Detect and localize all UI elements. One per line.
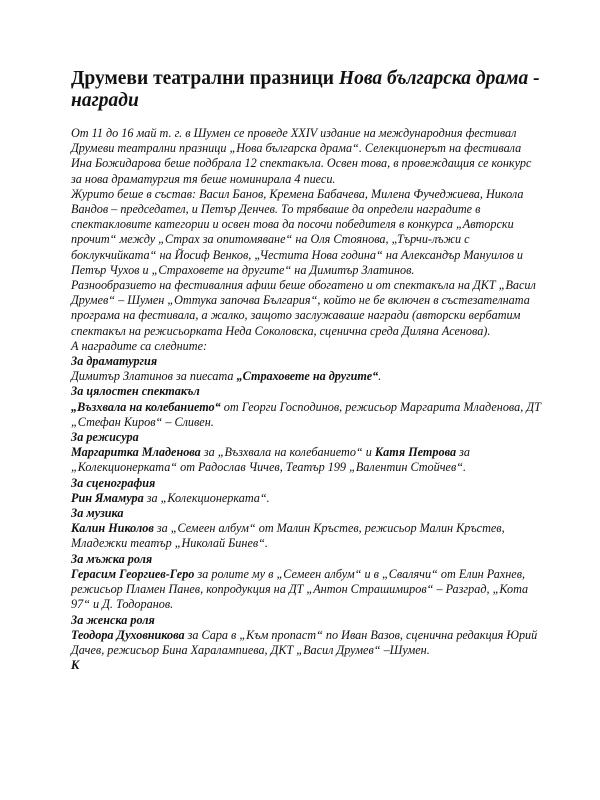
article-title bbox=[71, 68, 541, 112]
award-bold: Маргаритка Младенова bbox=[71, 445, 201, 460]
award-text-directing bbox=[71, 445, 541, 475]
award-bold: Рин Ямамура bbox=[71, 490, 144, 505]
award-post: от Георги Господинов, режисьор Маргарита Младенова, ДТ „Стефан Киров“ – Сливен. bbox=[71, 399, 541, 429]
award-pre: Димитър Златинов за пиесата bbox=[71, 369, 237, 384]
award-text-scenography bbox=[71, 491, 541, 506]
article-body bbox=[71, 126, 541, 673]
award-post: за ролите му в „Семеен албум“ и в „Свалячи“ от Елин Рахнев, режисьор Пламен Панев, копродукция на ДТ „Антон Страшимиров“ – Разград, „Кота 97“ и Д. Тодоранов. bbox=[71, 566, 529, 612]
intro-paragraph: От 11 до 16 май т. г. в Шумен се проведе XXIV издание на международния фестивал Друмеви театрални празници „Нова българска драма“. Селекционерът на фестивала Ина Божидарова беше подбрала 12 спектакъла. Освен това, в провеждащия се конкурс за нова драматургия тя беше номинирала 4 пиеси. bbox=[71, 126, 532, 186]
award-heading-performance: За цялостен спектакъл bbox=[71, 384, 200, 399]
award-bold: „Страховете на другите“ bbox=[236, 369, 379, 384]
award-heading-music: За музика bbox=[71, 506, 124, 521]
award-heading-female-role: За женска роля bbox=[71, 612, 155, 627]
award-post: за „Възхвала на колебанието“ и bbox=[200, 445, 375, 460]
title-italic: Нова българска драма - награди bbox=[71, 68, 540, 111]
award-text-female-role bbox=[71, 628, 541, 658]
trailing-fragment: К bbox=[71, 658, 80, 673]
awards-intro: А наградите са следните: bbox=[71, 338, 208, 353]
award-heading-directing: За режисура bbox=[71, 430, 139, 445]
award-heading-scenography: За сценография bbox=[71, 475, 156, 490]
award-post-second: за „Колекционерката“ от Радослав Чичев, Театър 199 „Валентин Стойчев“. bbox=[71, 445, 470, 475]
award-text-male-role bbox=[71, 567, 541, 613]
award-post: за „Колекционерката“. bbox=[143, 490, 270, 505]
award-text-music bbox=[71, 521, 541, 551]
program-paragraph: Разнообразието на фестивалния афиш беше обогатено и от спектакъла на ДКТ „Васил Друмев“ – Шумен „Оттука започва България“, който не бе включен в състезателната програма на фестивала, а жалко, защото заслужаваше награди (авторски вербатим спектакъл на режисьорката Неда Соколовска, сценична среда Диляна Асенова). bbox=[71, 278, 536, 338]
award-bold: Теодора Духовникова bbox=[71, 627, 185, 642]
award-text-drama bbox=[71, 369, 541, 384]
award-post: . bbox=[378, 369, 382, 384]
award-bold: Герасим Георгиев-Геро bbox=[71, 566, 195, 581]
title-plain: Друмеви театрални празници bbox=[71, 68, 339, 89]
award-post: за „Семеен албум“ от Малин Кръстев, режисьор Малин Кръстев, Младежки театър „Николай Бинев“. bbox=[71, 521, 505, 551]
award-heading-male-role: За мъжка роля bbox=[71, 551, 153, 566]
award-bold-second: Катя Петрова bbox=[374, 445, 457, 460]
jury-paragraph: Журито беше в състав: Васил Банов, Кремена Бабачева, Милена Фучеджиева, Никола Вандов – председател, и Петър Денчев. То трябваше да определи наградите в спектакловите категории и освен това да посочи победителя в конкурса „Авторски прочит“ между „Страх за опитомяване“ на Оля Стоянова, „Търчи-лъжи с боклукчийката“ на Йосиф Венков, „Честита Нова година“ на Александър Мануилов и Петър Чухов и „Страховете на другите“ на Димитър Златинов. bbox=[71, 186, 524, 277]
award-bold: „Възхвала на колебанието“ bbox=[71, 399, 221, 414]
award-text-performance bbox=[71, 400, 541, 430]
award-post: за Сара в „Към пропаст“ по Иван Вазов, сценична редакция Юрий Дачев, режисьор Бина Харалампиева, ДКТ „Васил Друмев“ –Шумен. bbox=[71, 627, 538, 657]
award-bold: Калин Николов bbox=[71, 521, 154, 536]
award-heading-drama: За драматургия bbox=[71, 354, 158, 369]
